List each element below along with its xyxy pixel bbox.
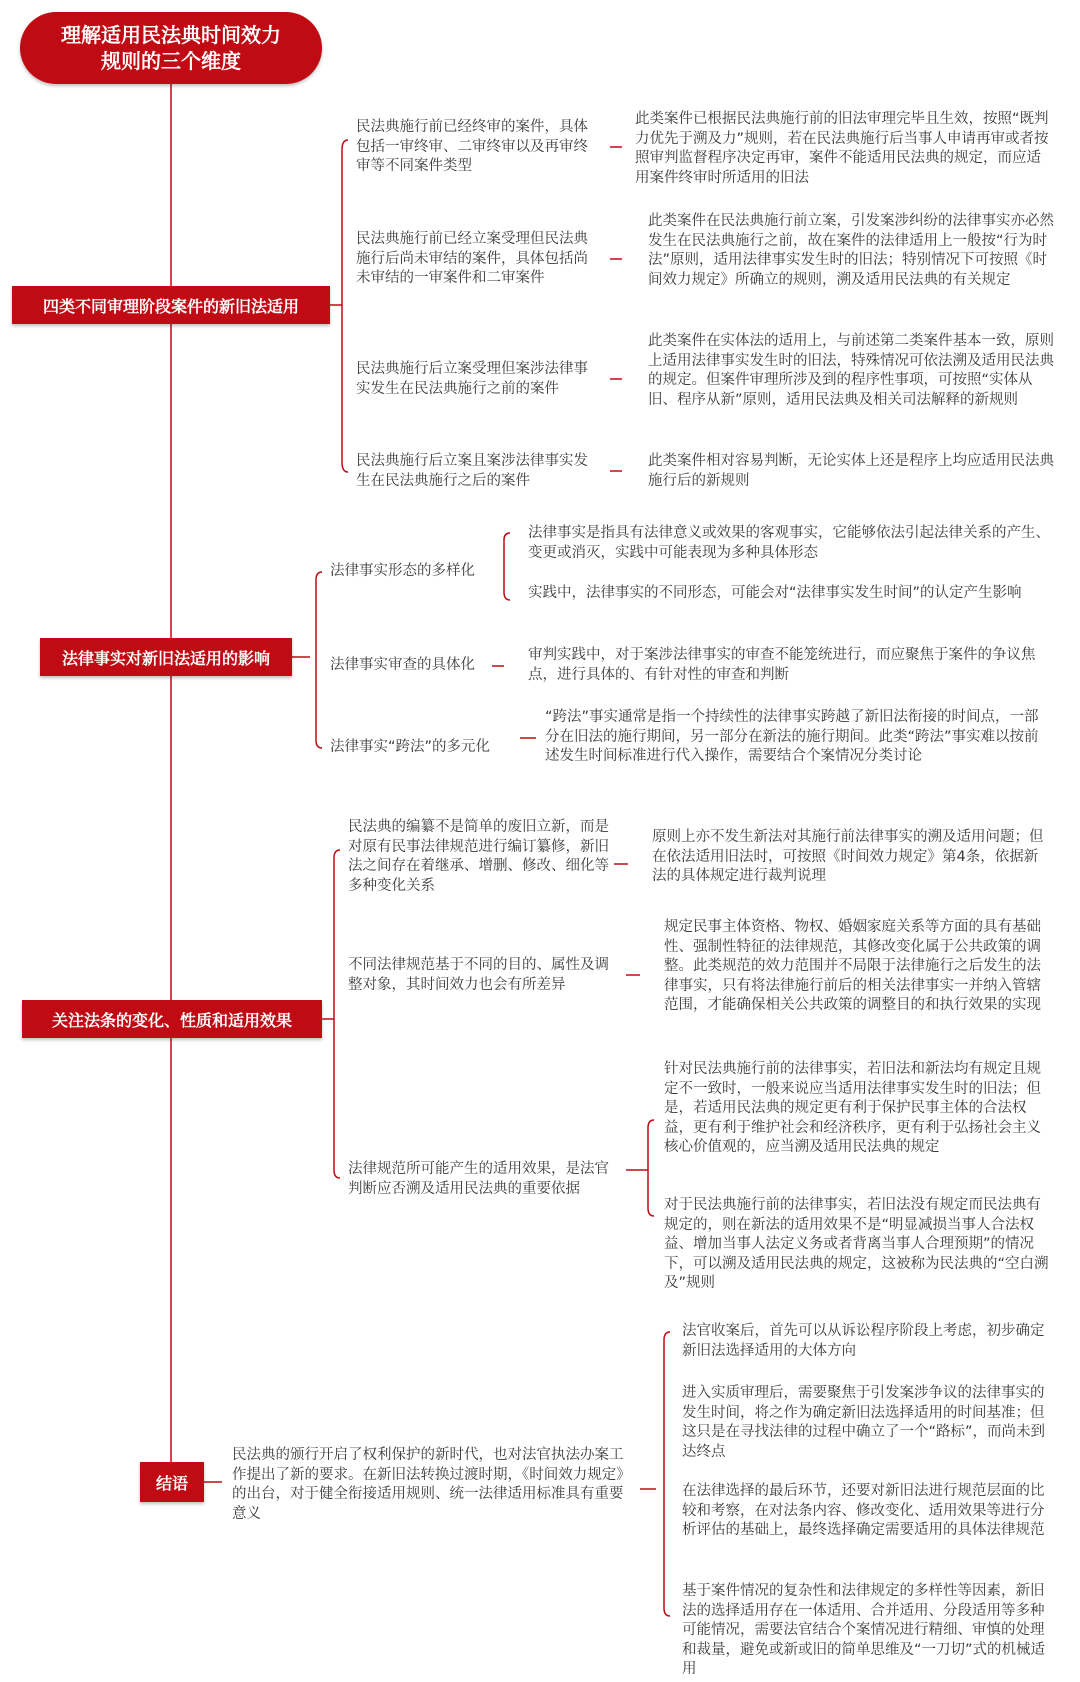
s4-bracket bbox=[664, 1332, 670, 1616]
case-type-new: 民法典施行后立案且案涉法律事实发生在民法典施行之后的案件 bbox=[356, 453, 588, 489]
fact-cross-law-detail: “跨法”事实通常是指一个持续性的法律事实跨越了新旧法衔接的时间点，一部分在旧法的施行期间，另一部分在新法的施行期间。此类“跨法”事实难以按前述发生时间标准进行代入操作，需要结合个案情况分类讨论 bbox=[545, 709, 1039, 764]
provision-purpose: 不同法律规范基于不同的目的、属性及调整对象，其时间效力也会有所差异 bbox=[348, 957, 609, 993]
section-legal-facts: 法律事实对新旧法适用的影响 bbox=[40, 638, 292, 676]
case-type-filed-after-old-facts-rule: 此类案件在实体法的适用上，与前述第二类案件基本一致，原则上适用法律事实发生时的旧法，特殊情况可依法溯及适用民法典的规定。但案件审理所涉及到的程序性事项，可按照“实体从旧、程序从新”原则，适用民法典及相关司法解释的新规则 bbox=[648, 333, 1054, 408]
s3-sub-bracket bbox=[648, 1120, 654, 1216]
root-title: 理解适用民法典时间效力 规则的三个维度 bbox=[20, 12, 322, 84]
case-type-new-rule: 此类案件相对容易判断，无论实体上还是程序上均应适用民法典施行后的新规则 bbox=[648, 453, 1054, 489]
fact-cross-law: 法律事实“跨法”的多元化 bbox=[330, 739, 491, 755]
conclusion-summary: 民法典的颁行开启了权利保护的新时代，也对法官执法办案工作提出了新的要求。在新旧法转换过渡时期，《时间效力规定》的出台，对于健全衔接适用规则、统一法律适用标准具有重要意义 bbox=[232, 1447, 631, 1522]
conclusion-step-3: 在法律选择的最后环节，还要对新旧法进行规范层面的比较和考察，在对法条内容、修改变化、适用效果等进行分析评估的基础上，最终选择确定需要适用的具体法律规范 bbox=[682, 1483, 1045, 1538]
fact-review-concrete: 法律事实审查的具体化 bbox=[330, 657, 475, 673]
section-conclusion: 结语 bbox=[140, 1462, 204, 1502]
case-type-final-before: 民法典施行前已经终审的案件，具体包括一审终审、二审终审以及再审终审等不同案件类型 bbox=[356, 119, 588, 174]
case-type-pending-rule: 此类案件在民法典施行前立案，引发案涉纠纷的法律事实亦必然发生在民法典施行之前，故在案件的法律适用上一般按“行为时法”原则，适用法律事实发生时的旧法；特别情况下可按照《时间效力规定》所确立的规则，溯及适用民法典的有关规定 bbox=[648, 213, 1054, 288]
conclusion-step-1: 法官收案后，首先可以从诉讼程序阶段上考虑，初步确定新旧法选择适用的大体方向 bbox=[682, 1323, 1045, 1359]
case-type-final-before-rule: 此类案件已根据民法典施行前的旧法审理完毕且生效，按照“既判力优先于溯及力”规则，若在民法典施行后当事人申请再审或者按照审判监督程序决定再审，案件不能适用民法典的规定，而应适用案件终审时所适用的旧法 bbox=[635, 111, 1049, 186]
s2-bracket bbox=[316, 572, 322, 748]
provision-purpose-detail: 规定民事主体资格、物权、婚姻家庭关系等方面的具有基础性、强制性特征的法律规范，其修改变化属于公共政策的调整。此类规范的效力范围并不局限于法律施行之后发生的法律事实，只有将法律施行前后的相关法律事实一并纳入管辖范围，才能确保相关公共政策的调整目的和执行效果的实现 bbox=[664, 919, 1041, 1013]
conclusion-step-4: 基于案件情况的复杂性和法律规定的多样性等因素，新旧法的选择适用存在一体适用、合并适用、分段适用等多种可能情况，需要法官结合个案情况进行精细、审慎的处理和裁量，避免或新或旧的简单思维及“一刀切”式的机械适用 bbox=[682, 1583, 1046, 1677]
fact-form-diversity-detail-2: 实践中，法律事实的不同形态，可能会对“法律事实发生时间”的认定产生影响 bbox=[528, 585, 1022, 601]
s1-bracket bbox=[342, 140, 348, 472]
fact-form-diversity: 法律事实形态的多样化 bbox=[330, 563, 475, 579]
provision-codification-detail: 原则上亦不发生新法对其施行前法律事实的溯及适用问题；但在依法适用旧法时，可按照《时间效力规定》第4条，依据新法的具体规定进行裁判说理 bbox=[652, 829, 1044, 884]
conclusion-step-2: 进入实质审理后，需要聚焦于引发案涉争议的法律事实的发生时间，将之作为确定新旧法选择适用的时间基准；但这只是在寻找法律的过程中确立了一个“路标”，而尚未到达终点 bbox=[682, 1385, 1046, 1460]
case-type-pending: 民法典施行前已经立案受理但民法典施行后尚未审结的案件，具体包括尚未审结的一审案件和二审案件 bbox=[356, 231, 588, 286]
provision-effect-detail-1: 针对民法典施行前的法律事实，若旧法和新法均有规定且规定不一致时，一般来说应当适用法律事实发生时的旧法；但是，若适用民法典的规定更有利于保护民事主体的合法权益，更有利于维护社会和经济秩序，更有利于弘扬社会主义核心价值观的，应当溯及适用民法典的规定 bbox=[664, 1061, 1041, 1155]
section-case-stages: 四类不同审理阶段案件的新旧法适用 bbox=[12, 286, 330, 324]
fact-review-concrete-detail: 审判实践中，对于案涉法律事实的审查不能笼统进行，而应聚焦于案件的争议焦点，进行具体的、有针对性的审查和判断 bbox=[528, 647, 1036, 683]
provision-effect-detail-2: 对于民法典施行前的法律事实，若旧法没有规定而民法典有规定的，则在新法的适用效果不是“明显减损当事人合法权益、增加当事人法定义务或者背离当事人合理预期”的情况下，可以溯及适用民法典的规定，这被称为民法典的“空白溯及”规则 bbox=[664, 1197, 1049, 1291]
provision-effect: 法律规范所可能产生的适用效果，是法官判断应否溯及适用民法典的重要依据 bbox=[348, 1161, 609, 1197]
fact-form-diversity-detail-1: 法律事实是指具有法律意义或效果的客观事实，它能够依法引起法律关系的产生、变更或消灭，实践中可能表现为多种具体形态 bbox=[528, 525, 1050, 561]
case-type-filed-after-old-facts: 民法典施行后立案受理但案涉法律事实发生在民法典施行之前的案件 bbox=[356, 361, 588, 397]
section-provisions: 关注法条的变化、性质和适用效果 bbox=[22, 1000, 322, 1038]
s3-bracket bbox=[334, 850, 340, 1178]
provision-codification: 民法典的编纂不是简单的废旧立新，而是对原有民事法律规范进行编订纂修，新旧法之间存在着继承、增删、修改、细化等多种变化关系 bbox=[348, 819, 609, 894]
